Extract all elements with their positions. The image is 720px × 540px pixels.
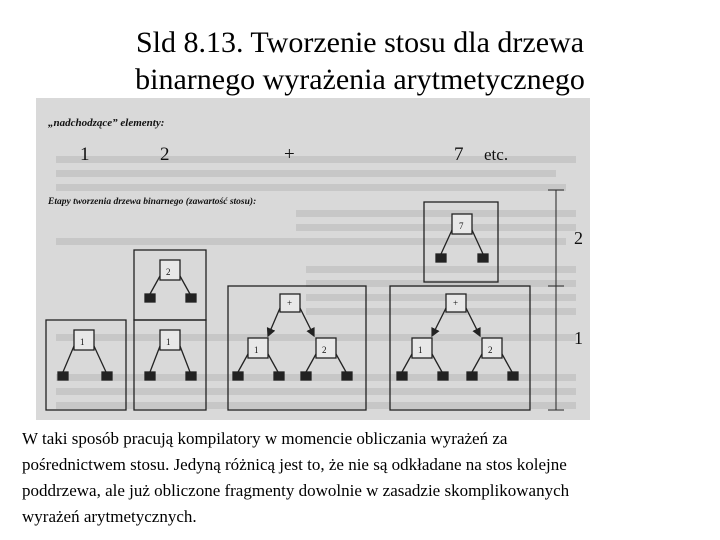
stage-1-stack: [46, 320, 126, 410]
stack-tree-diagram: [36, 98, 590, 420]
stage-4-node-1: 1: [418, 345, 423, 355]
stage-2-node-2: 2: [166, 267, 171, 277]
caption-line-3: poddrzewa, ale już obliczone fragmenty dowolnie w zasadzie skomplikowanych: [22, 481, 570, 500]
token-7: 7: [454, 144, 464, 165]
slide-title: [40, 24, 680, 98]
stage-1-node-1: 1: [80, 337, 85, 347]
stage-3-node-plus: +: [287, 298, 293, 308]
stage-3-node-2: 2: [322, 345, 327, 355]
stage-4-node-plus: +: [453, 298, 459, 308]
stage-3-node-1: 1: [254, 345, 259, 355]
stage-4-node-2: 2: [488, 345, 493, 355]
caption-paragraph: [22, 426, 698, 530]
level-number-1: 1: [574, 328, 583, 348]
token-etc: etc.: [484, 145, 509, 164]
stage-4-node-7: 7: [459, 221, 464, 231]
caption-line-1: W taki sposób pracują kompilatory w momencie obliczania wyrażeń za: [22, 429, 508, 448]
slide-title-line-1: Sld 8.13. Tworzenie stosu dla drzewa: [135, 26, 585, 59]
token-1: 1: [80, 144, 90, 165]
stages-label: Etapy tworzenia drzewa binarnego (zawartość stosu):: [48, 197, 257, 207]
caption-line-4: wyrażeń arytmetycznych.: [22, 507, 197, 526]
token-plus: +: [284, 144, 295, 165]
level-number-2: 2: [574, 228, 583, 248]
token-2: 2: [160, 144, 170, 165]
incoming-elements-label: „nadchodzące” elementy:: [48, 117, 165, 129]
slide-title-line-2: binarnego wyrażenia arytmetycznego: [135, 63, 585, 96]
scanned-figure: [36, 98, 590, 420]
stage-2-node-1: 1: [166, 337, 171, 347]
caption-line-2: pośrednictwem stosu. Jedyną różnicą jest to, że nie są odkładane na stos kolejne: [22, 455, 567, 474]
